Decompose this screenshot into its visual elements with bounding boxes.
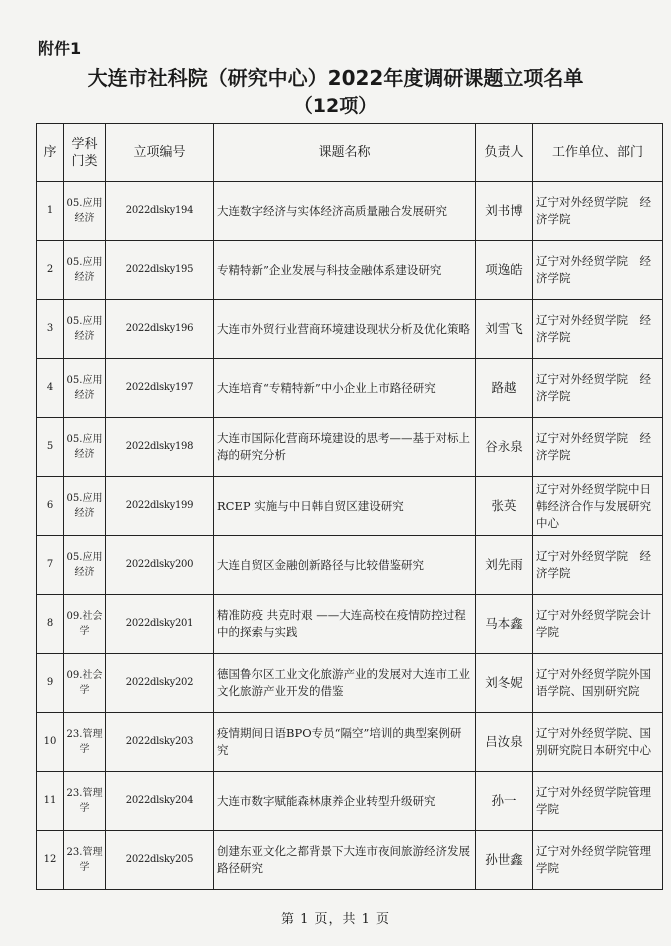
row-unit: 辽宁对外经贸学院管理学院 [533,831,663,890]
table-row [37,831,663,890]
row-leader: 孙一 [476,772,533,831]
row-code: 2022dlsky200 [106,536,214,595]
row-unit: 辽宁对外经贸学院 经济学院 [533,536,663,595]
row-leader: 孙世鑫 [476,831,533,890]
row-discipline: 23.管理学 [64,772,106,831]
table-body [37,182,663,890]
row-seq: 6 [37,477,64,536]
page-title: 大连市社科院（研究中心）2022年度调研课题立项名单 [87,66,584,90]
row-topic: 大连数字经济与实体经济高质量融合发展研究 [214,182,476,241]
row-discipline: 05.应用经济 [64,182,106,241]
column-header-leader: 负责人 [476,124,533,182]
row-seq: 3 [37,300,64,359]
row-leader: 刘书博 [476,182,533,241]
row-discipline: 05.应用经济 [64,241,106,300]
table-row [37,241,663,300]
table-row [37,595,663,654]
row-discipline: 05.应用经济 [64,536,106,595]
table-row [37,359,663,418]
row-leader: 谷永泉 [476,418,533,477]
row-leader: 刘先雨 [476,536,533,595]
row-code: 2022dlsky195 [106,241,214,300]
table-row [37,300,663,359]
row-seq: 9 [37,654,64,713]
row-unit: 辽宁对外经贸学院会计学院 [533,595,663,654]
table-row [37,182,663,241]
row-leader: 张英 [476,477,533,536]
row-unit: 辽宁对外经贸学院 经济学院 [533,300,663,359]
row-unit: 辽宁对外经贸学院、国别研究院日本研究中心 [533,713,663,772]
row-seq: 11 [37,772,64,831]
table-row [37,713,663,772]
row-leader: 刘雪飞 [476,300,533,359]
column-header-unit: 工作单位、部门 [533,124,663,182]
row-leader: 马本鑫 [476,595,533,654]
table-row [37,477,663,536]
table-header-row [37,124,663,182]
row-leader: 路越 [476,359,533,418]
table-row [37,772,663,831]
row-code: 2022dlsky197 [106,359,214,418]
row-code: 2022dlsky194 [106,182,214,241]
row-leader: 吕汝泉 [476,713,533,772]
page-footer: 第 1 页，共 1 页 [280,912,391,927]
row-seq: 5 [37,418,64,477]
row-topic: 大连市外贸行业营商环境建设现状分析及优化策略 [214,300,476,359]
row-topic: 创建东亚文化之都背景下大连市夜间旅游经济发展路径研究 [214,831,476,890]
row-unit: 辽宁对外经贸学院 经济学院 [533,241,663,300]
row-seq: 7 [37,536,64,595]
row-discipline: 05.应用经济 [64,300,106,359]
column-header-topic: 课题名称 [214,124,476,182]
row-discipline: 05.应用经济 [64,477,106,536]
row-seq: 1 [37,182,64,241]
row-code: 2022dlsky199 [106,477,214,536]
row-discipline: 23.管理学 [64,713,106,772]
row-code: 2022dlsky203 [106,713,214,772]
row-code: 2022dlsky201 [106,595,214,654]
row-leader: 刘冬妮 [476,654,533,713]
row-discipline: 23.管理学 [64,831,106,890]
row-code: 2022dlsky198 [106,418,214,477]
row-topic: 疫情期间日语BPO专员“隔空”培训的典型案例研究 [214,713,476,772]
row-discipline: 05.应用经济 [64,418,106,477]
column-header-code: 立项编号 [106,124,214,182]
attachment-label: 附件1 [38,39,82,58]
row-unit: 辽宁对外经贸学院中日韩经济合作与发展研究中心 [533,477,663,536]
row-discipline: 09.社会学 [64,654,106,713]
row-seq: 10 [37,713,64,772]
row-discipline: 05.应用经济 [64,359,106,418]
row-topic: 大连培育“专精特新”中小企业上市路径研究 [214,359,476,418]
row-code: 2022dlsky202 [106,654,214,713]
row-topic: 大连市国际化营商环境建设的思考——基于对标上海的研究分析 [214,418,476,477]
row-topic: 专精特新”企业发展与科技金融体系建设研究 [214,241,476,300]
row-topic: 精准防疫 共克时艰 ——大连高校在疫情防控过程中的探索与实践 [214,595,476,654]
table-row [37,654,663,713]
row-topic: 德国鲁尔区工业文化旅游产业的发展对大连市工业文化旅游产业开发的借鉴 [214,654,476,713]
row-seq: 12 [37,831,64,890]
row-code: 2022dlsky205 [106,831,214,890]
column-header-discipline: 学科门类 [64,124,106,182]
row-unit: 辽宁对外经贸学院 经济学院 [533,182,663,241]
row-seq: 2 [37,241,64,300]
row-seq: 4 [37,359,64,418]
row-unit: 辽宁对外经贸学院管理学院 [533,772,663,831]
row-discipline: 09.社会学 [64,595,106,654]
page-subtitle: （12项） [293,95,378,117]
row-unit: 辽宁对外经贸学院 经济学院 [533,359,663,418]
row-topic: RCEP 实施与中日韩自贸区建设研究 [214,477,476,536]
row-code: 2022dlsky204 [106,772,214,831]
row-seq: 8 [37,595,64,654]
row-topic: 大连市数字赋能森林康养企业转型升级研究 [214,772,476,831]
row-leader: 项逸皓 [476,241,533,300]
project-table [36,123,663,890]
row-topic: 大连自贸区金融创新路径与比较借鉴研究 [214,536,476,595]
table-row [37,536,663,595]
row-unit: 辽宁对外经贸学院 经济学院 [533,418,663,477]
row-code: 2022dlsky196 [106,300,214,359]
table-row [37,418,663,477]
row-unit: 辽宁对外经贸学院外国语学院、国别研究院 [533,654,663,713]
column-header-seq: 序 [37,124,64,182]
